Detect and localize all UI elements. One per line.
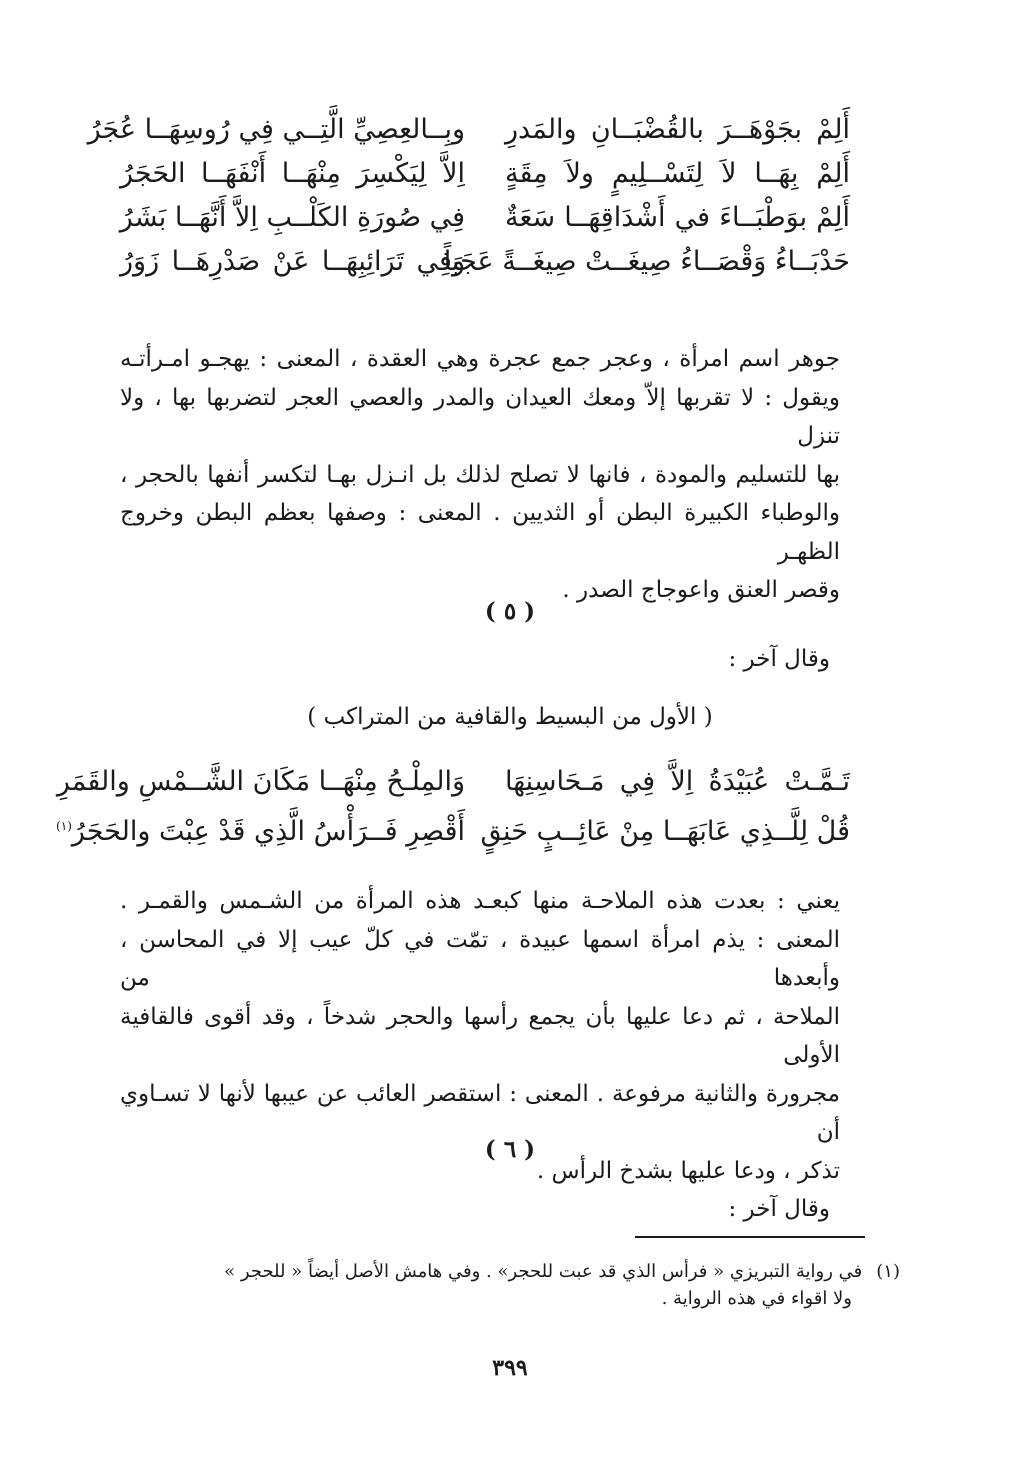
meter-heading: ( الأول من البسيط والقافية من المتراكب )	[307, 704, 713, 730]
verse-first-hemistich: قُلْ لِلَّــذِي عَابَهَــا مِنْ عَائِــبٍ حَنِقٍ	[480, 816, 850, 847]
verse-first-hemistich: أَلِمْ بوَطْبَــاءَ في أَشْدَاقِهَــا سَعَةٌ	[505, 202, 850, 233]
commentary-line: جوهر اسم امرأة ، وعجر جمع عجرة وهي العقدة ، المعنى : يهجـو امـرأتـه	[120, 346, 840, 372]
section-number-five: ( ٥ )	[484, 598, 536, 625]
said-another-label: وقال آخر :	[728, 1196, 830, 1222]
verse-first-hemistich: حَدْبَــاءُ وَقْصَــاءُ صِيغَــتْ صِيغَــةً عَجَباً	[443, 246, 850, 277]
verse-second-hemistich	[56, 804, 465, 854]
verse-first-hemistich: أَلِمْ بِهَــا لاَ لِتَسْــلِيمٍ ولاَ مِقَةٍ	[505, 158, 850, 189]
verse-line	[120, 152, 850, 196]
page-number: ٣٩٩	[492, 1355, 528, 1381]
commentary-one	[120, 340, 840, 610]
commentary-line: المعنى : يذم امرأة اسمها عبيدة ، تمّت في كلّ عيب إلا في المحاسن ، وأبعدها من	[120, 926, 840, 991]
section-number-six: ( ٦ )	[484, 1136, 536, 1163]
verse-second-hemistich: وَفِي تَرَائِبِهَــا عَنْ صَدْرِهَــا زَوَرُ	[120, 246, 465, 277]
verse-first-hemistich: تَـمَّـتْ عُبَيْدَةُ اِلاَّ فِي مَـحَاسِنِهَا	[505, 766, 850, 797]
footnote	[120, 1258, 900, 1312]
verse-line	[87, 108, 850, 152]
footnote-reference[interactable]: (١)	[56, 819, 72, 833]
verse-second-hemistich: وَالمِلْـحُ مِنْهَــا مَكَانَ الشَّــمْسِ والقَمَرِ	[56, 766, 465, 797]
verse-second-hemistich: وبِــالعِصِيِّ الَّتِــي فِي رُوسِهَــا عُجَرُ	[87, 114, 465, 145]
poem-two	[56, 760, 850, 848]
footnote-text: في رواية التبريزي « فرأس الذي قد عبت للحجر» . وفي هامش الأصل أيضاً « للحجر »	[224, 1261, 863, 1282]
poem-one	[87, 108, 850, 284]
commentary-line: مجرورة والثانية مرفوعة . المعنى : استقصر العائب عن عيبها لأنها لا تسـاوي أن	[120, 1080, 840, 1145]
verse-first-hemistich: أَلِمْ بجَوْهَــرَ بالقُضْبَــانِ والمَدرِ	[505, 114, 850, 145]
footnote-text: ولا اقواء في هذه الرواية .	[661, 1288, 852, 1309]
verse-line	[120, 240, 850, 284]
commentary-line: بها للتسليم والمودة ، فانها لا تصلح لذلك بل انـزل بهـا لتكسر أنفها بالحجر ،	[120, 461, 840, 488]
hemistich-text: أَقْصِرِ فَــرَأْسُ الَّذِي قَدْ عِبْتَ والحَجَرُ	[71, 816, 465, 847]
verse-second-hemistich: اِلاَّ لِيَكْسِرَ مِنْهَــا أَنْفَهَــا الحَجَرُ	[120, 158, 465, 189]
commentary-line: والوطباء الكبيرة البطن أو الثديين . المعنى : وصفها بعظم البطن وخروج الظهـر	[120, 500, 840, 565]
said-another-label: وقال آخر :	[728, 646, 830, 672]
commentary-line: ويقول : لا تقربها إلاّ ومعك العيدان والمدر والعصي العجر لتضربها بها ، ولا تنزل	[120, 384, 840, 449]
verse-line	[56, 804, 850, 848]
commentary-line: تذكر ، ودعا عليها بشدخ الرأس .	[536, 1157, 840, 1184]
commentary-line: يعني : بعدت هذه الملاحـة منها كبعـد هذه المرأة من الشـمس والقمـر .	[120, 888, 840, 914]
commentary-line: وقصر العنق واعوجاج الصدر .	[562, 577, 840, 603]
footnote-marker: (١)	[876, 1261, 900, 1282]
verse-line	[120, 196, 850, 240]
footnote-divider	[635, 1236, 865, 1238]
verse-line	[56, 760, 850, 804]
commentary-line: الملاحة ، ثم دعا عليها بأن يجمع رأسها والحجر شدخاً ، وقد أقوى فالقافية الأولى	[120, 1003, 840, 1068]
verse-second-hemistich: فِي صُورَةِ الكَلْــبِ اِلاَّ أَنَّهَــا بَشَرُ	[119, 202, 465, 233]
